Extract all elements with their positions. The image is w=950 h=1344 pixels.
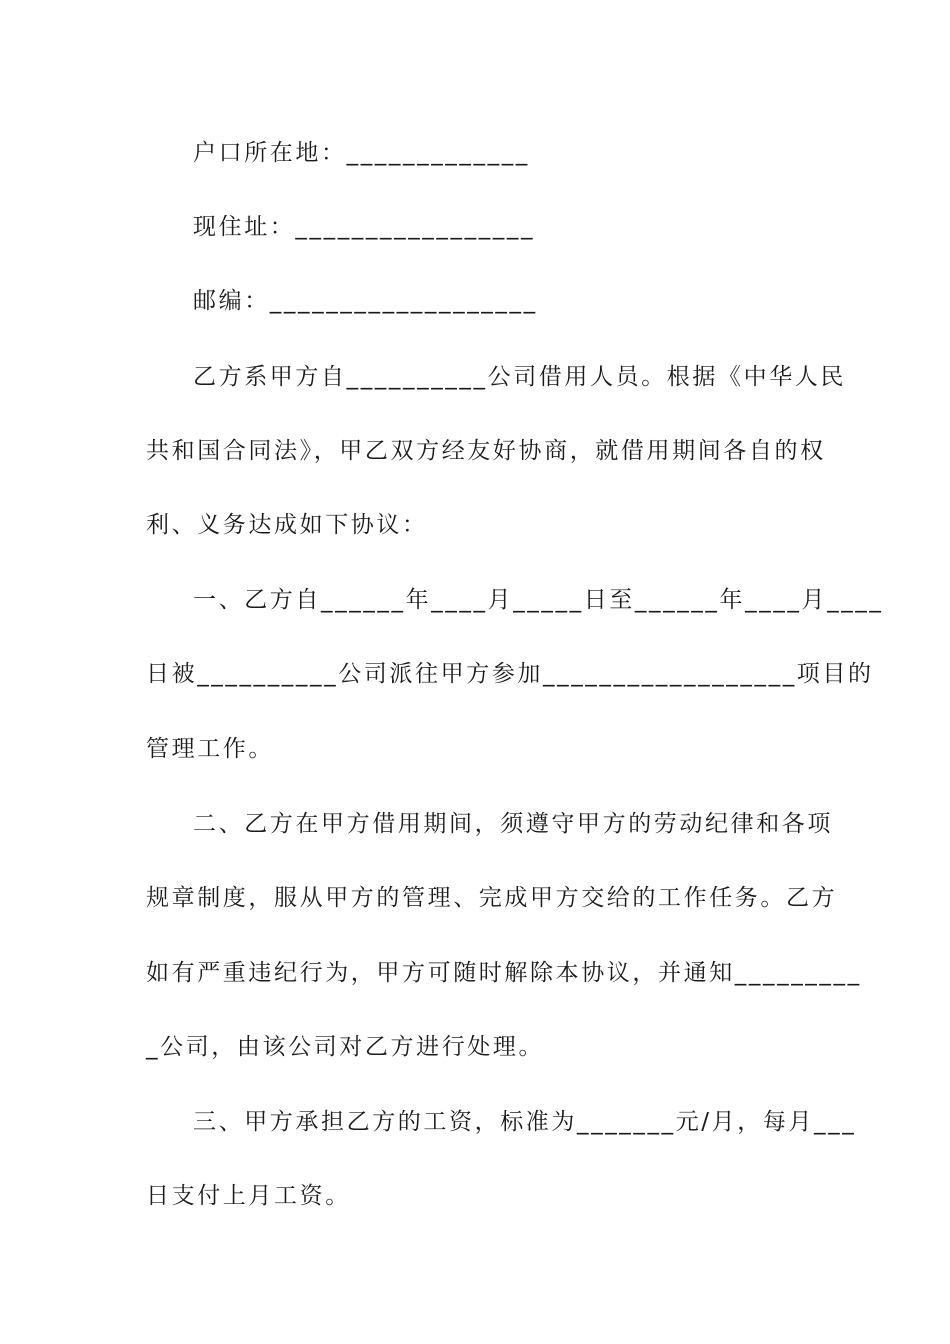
clause-2-line-3: 如有严重违纪行为，甲方可随时解除本协议，并通知_________: [146, 960, 862, 986]
preamble-line-1: 乙方系甲方自__________公司借用人员。根据《中华人民: [193, 364, 846, 390]
preamble-line-2: 共和国合同法》，甲乙双方经友好协商，就借用期间各自的权: [146, 438, 826, 464]
clause-2-line-2: 规章制度，服从甲方的管理、完成甲方交给的工作任务。乙方: [146, 885, 838, 911]
clause-1-line-2: 日被__________公司派往甲方参加__________________项目的: [146, 661, 874, 687]
clause-1-line-3: 管理工作。: [146, 736, 274, 762]
current-address-line: 现住址：_________________: [193, 214, 536, 240]
preamble-line-3: 利、义务达成如下协议：: [146, 512, 428, 538]
clause-3-line-1: 三、甲方承担乙方的工资，标准为_______元/月，每月___: [193, 1109, 857, 1135]
clause-2-line-4: _公司，由该公司对乙方进行处理。: [146, 1034, 545, 1060]
postcode-line: 邮编：___________________: [193, 288, 538, 314]
clause-3-line-2: 日支付上月工资。: [146, 1183, 351, 1209]
clause-2-line-1: 二、乙方在甲方借用期间，须遵守甲方的劳动纪律和各项: [193, 811, 833, 837]
household-registration-line: 户口所在地：_____________: [193, 140, 530, 166]
clause-1-line-1: 一、乙方自______年____月_____日至______年____月____: [193, 587, 884, 613]
